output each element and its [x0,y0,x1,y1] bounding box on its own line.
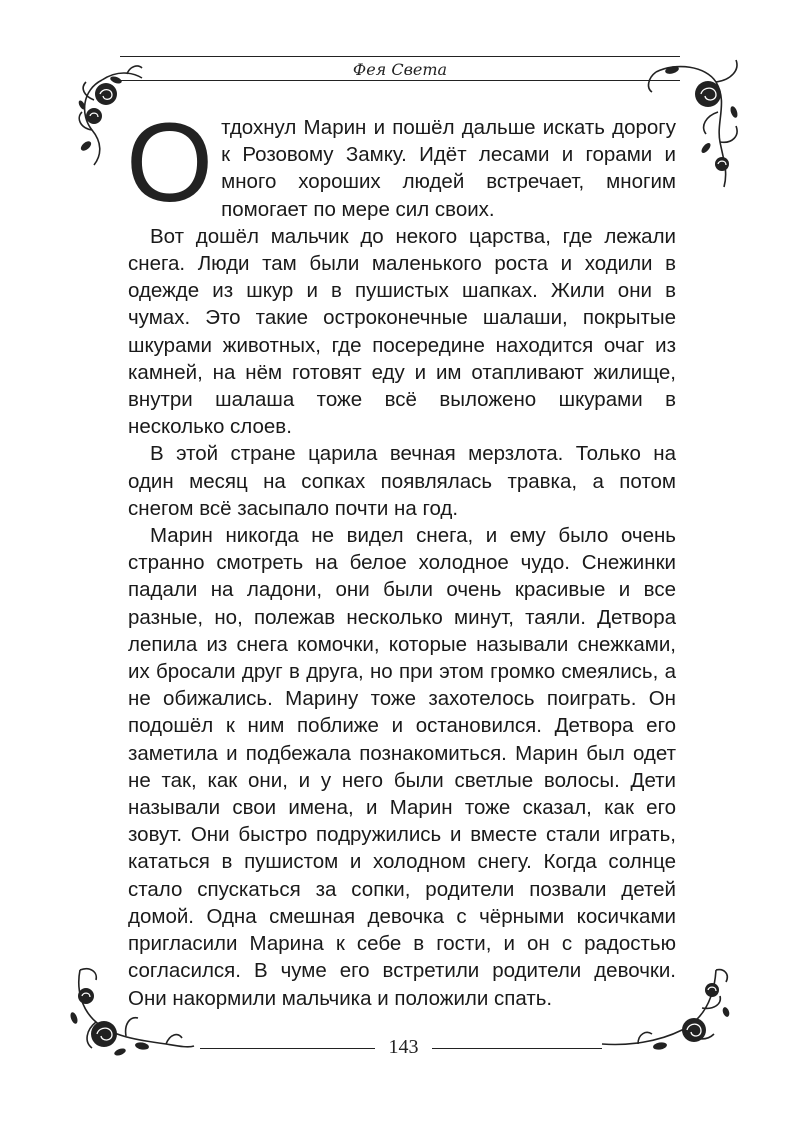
paragraph-1 [126,100,676,225]
story-text [126,100,676,1012]
page-footer [150,1034,650,1064]
page-number: 143 [388,1036,419,1058]
paragraph-1-text: тдохнул Марин и пошёл дальше искать дорогу к Розовому Замку. Идёт лесами и горами и много хороших людей встречает, многим помогает по мере сил своих. [221,116,676,221]
drop-cap: О [126,100,214,225]
paragraph-3: В этой стране царила вечная мерзлота. Только на один месяц на сопках появлялась травка, а потом снегом всё засыпало почти на год. [128,442,676,520]
paragraph-4: Марин никогда не видел снега, и ему было очень странно смотреть на белое холодное чудо. Снежинки падали на ладони, они были очень красивые и все разные, но, полежав несколько минут, таяли. Детвора лепила из снега комочки, которые называли снежками, их бросали друг в друга, но при этом громко смеялись, а не обижались. Марину тоже захотелось поиграть. Он подошёл к ним поближе и остановился. Детвора его заметила и подбежала познакомиться. Марин был одет не так, как они, и у него были светлые волосы. Дети называли свои имена, и Марин тоже сказал, как его зовут. Они быстро подружились и вместе стали играть, кататься в пушистом и холодном снегу. Когда солнце стало спускаться за сопки, родители позвали детей домой. Одна смешная девочка с чёрными косичками пригласили Марина к себе в гости, и он с радостью согласился. В чуме его встретили родители девочки. Они накормили мальчика и положили спать. [128,524,676,1010]
footer-rule-right [432,1048,602,1049]
running-head [120,56,680,82]
footer-rule-left [200,1048,375,1049]
running-head-title: Фея Света [352,60,448,79]
header-rule-bottom [120,80,680,81]
paragraph-2: Вот дошёл мальчик до некого царства, где лежали снега. Люди там были маленького роста и ходили в одежде из шкур и в пушистых шапках. Жили они в чумах. Это такие остроконечные шалаши, покрытые шкурами животных, где посередине находится очаг из камней, на нём готовят еду и им отапливают жилище, внутри шалаша тоже всё выложено шкурами в несколько слоев. [128,224,676,439]
header-rule-top [120,56,680,57]
